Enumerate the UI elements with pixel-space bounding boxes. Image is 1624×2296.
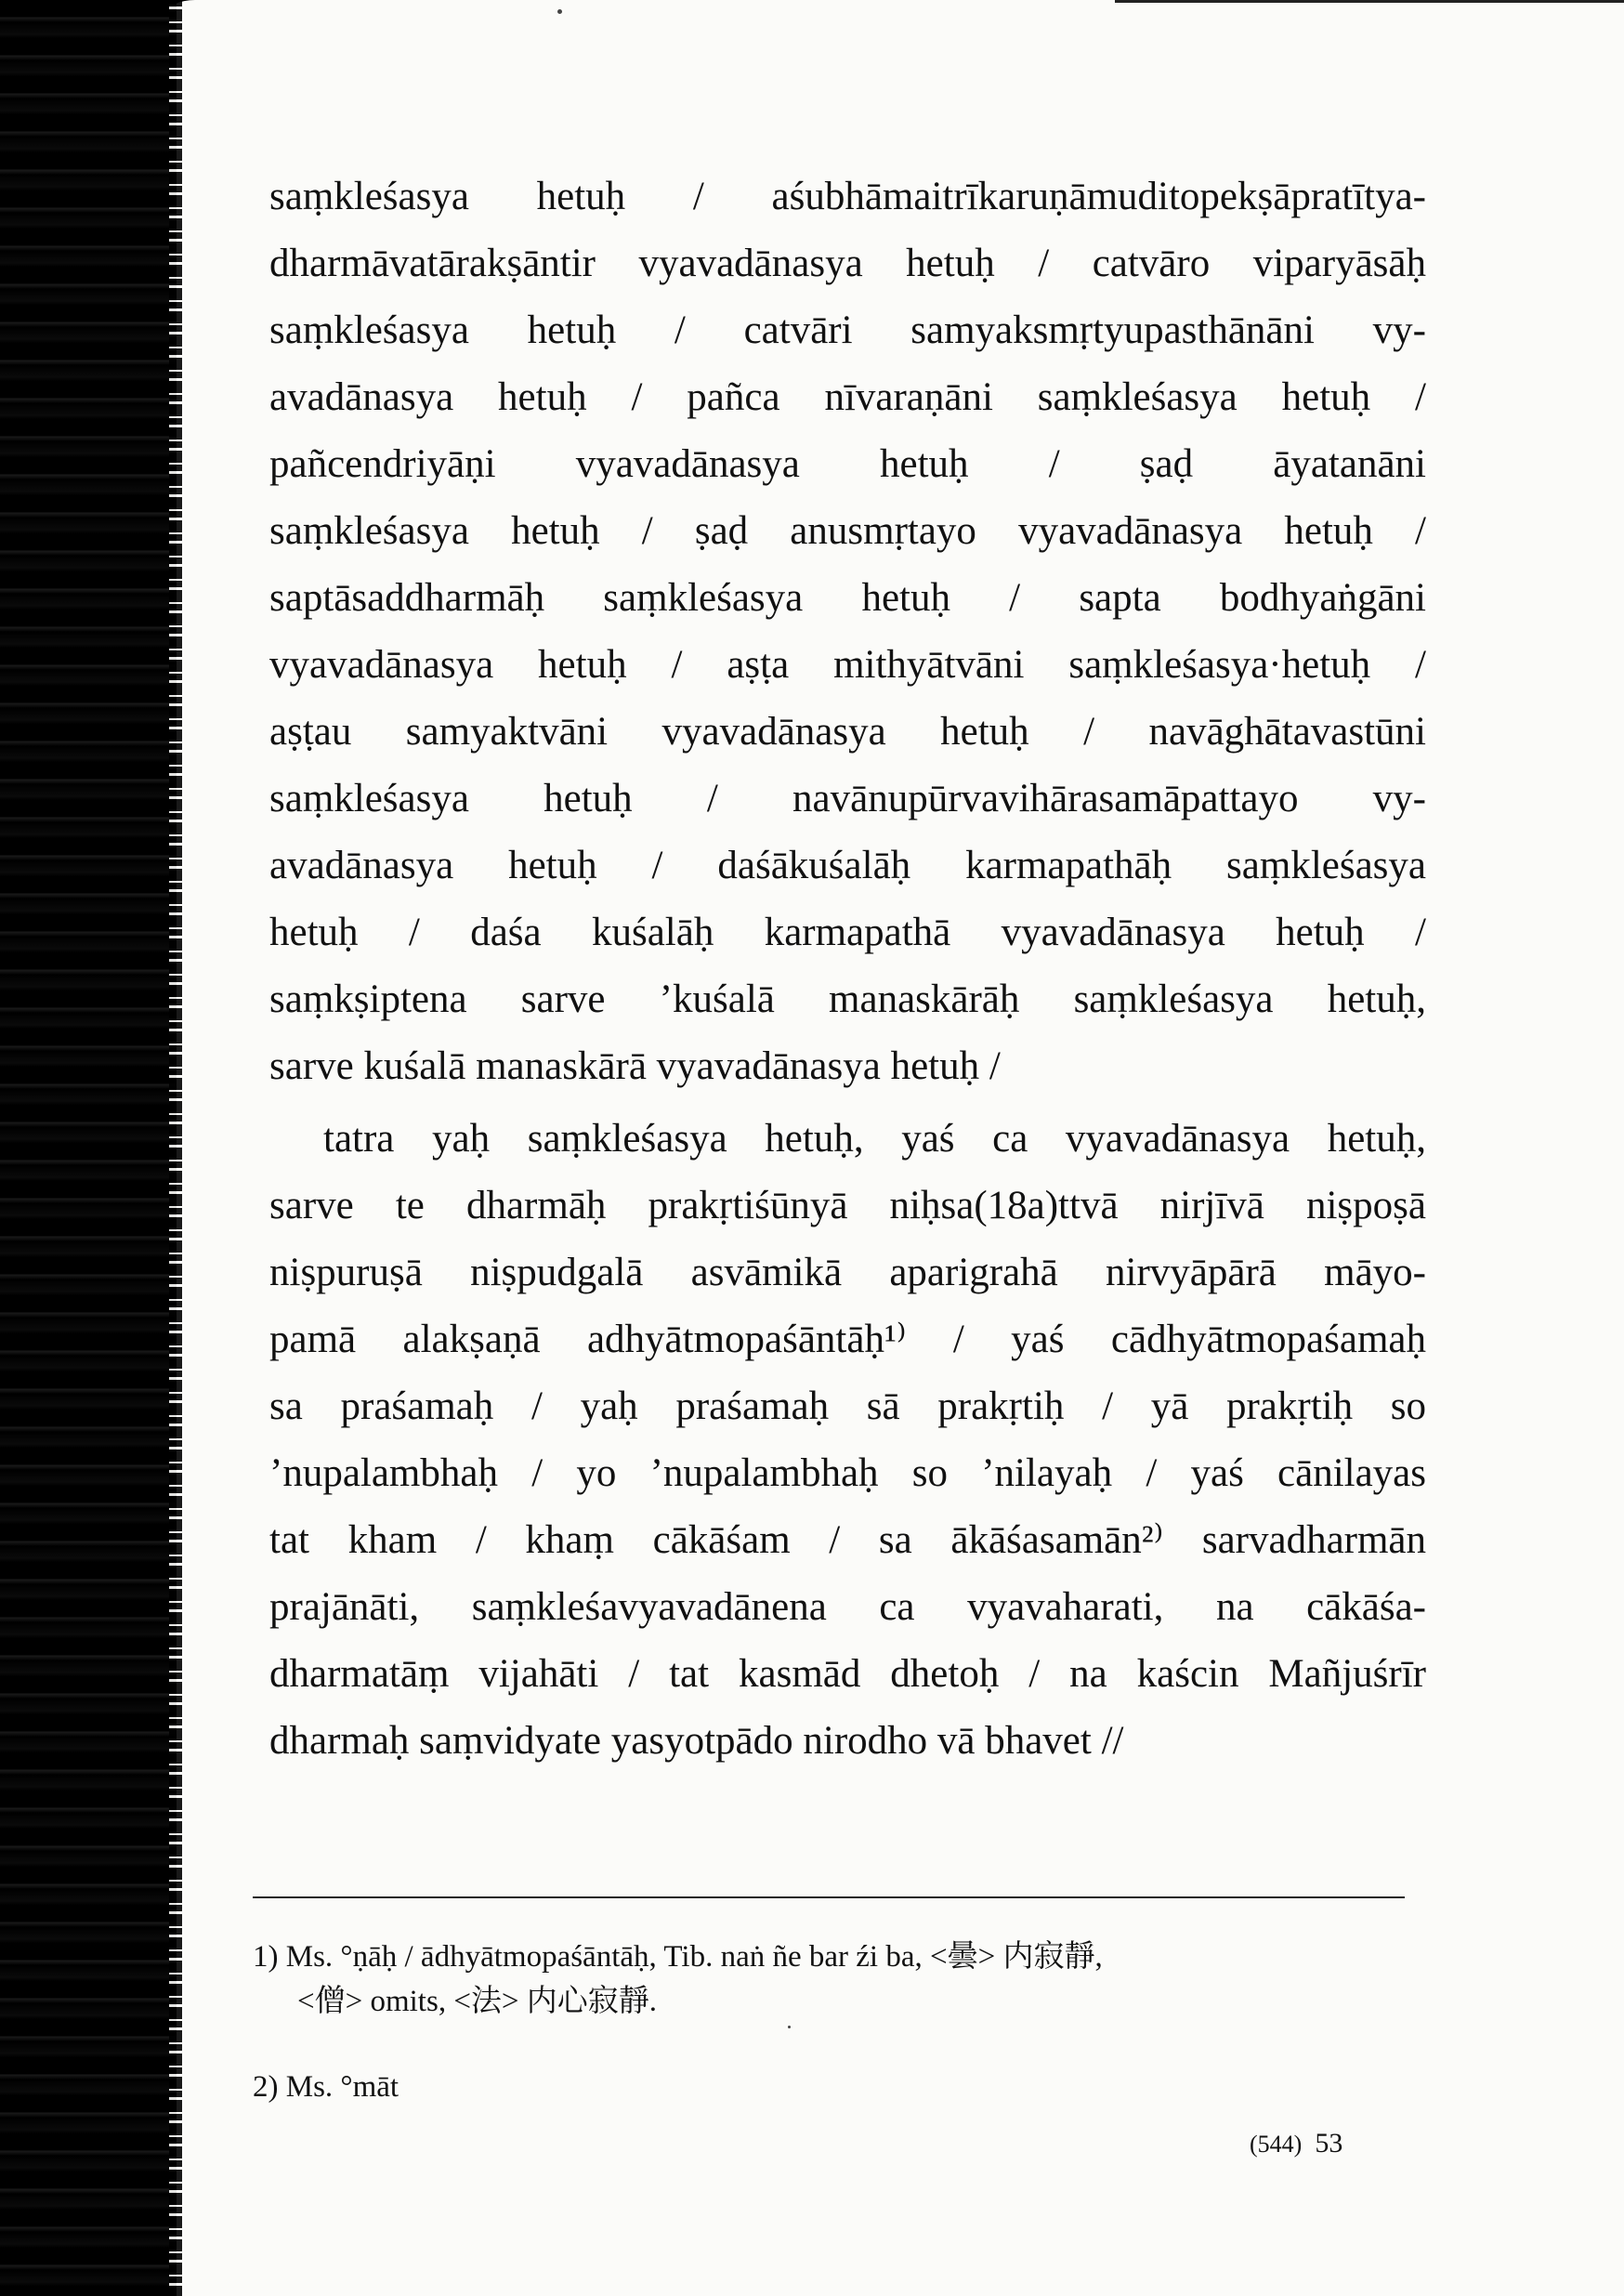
text-line: avadānasya hetuḥ / pañca nīvaraṇāni saṃkleśasya hetuḥ / (269, 375, 1426, 419)
text-line: dharmatāṃ vijahāti / tat kasmād dhetoḥ / na kaścin Mañjuśrīr (269, 1652, 1426, 1696)
paragraph-1 (269, 164, 1426, 1100)
scan-speck (788, 2026, 791, 2028)
paragraph-2 (269, 1106, 1426, 1775)
text-line: sarve kuśalā manaskārā vyavadānasya hetuḥ / (269, 1044, 1001, 1088)
text-line: pamā alakṣaṇā adhyātmopaśāntāḥ¹⁾ / yaś cādhyātmopaśamaḥ (269, 1318, 1426, 1361)
footnote-2: 2) Ms. °māt (253, 2070, 399, 2104)
text-line: saṃkleśasya hetuḥ / catvāri samyaksmṛtyupasthānāni vy- (269, 308, 1426, 352)
text-line: niṣpuruṣā niṣpudgalā asvāmikā aparigrahā nirvyāpārā māyo- (269, 1251, 1426, 1294)
book-binding-shadow (0, 0, 177, 2296)
text-line: dharmāvatārakṣāntir vyavadānasya hetuḥ / catvāro viparyāsāḥ (269, 242, 1426, 285)
text-line: dharmaḥ saṃvidyate yasyotpādo nirodho vā bhavet // (269, 1719, 1124, 1763)
text-line: saptāsaddharmāḥ saṃkleśasya hetuḥ / sapta bodhyaṅgāni (269, 576, 1426, 620)
text-line: hetuḥ / daśa kuśalāḥ karmapathā vyavadānasya hetuḥ / (269, 911, 1426, 954)
footnote-1-continuation: <僧> omits, <法> 内心寂靜. (297, 1985, 658, 2018)
text-line: avadānasya hetuḥ / daśākuśalāḥ karmapathāḥ saṃkleśasya (269, 844, 1426, 887)
current-page-number: 53 (1315, 2128, 1343, 2158)
text-line: tat kham / khaṃ cākāśam / sa ākāśasamān²⁾ sarvadharmān (269, 1518, 1426, 1562)
text-line: saṃkleśasya hetuḥ / navānupūrvavihārasamāpattayo vy- (269, 777, 1426, 820)
original-page-number: (544) (1250, 2131, 1303, 2158)
text-line: aṣṭau samyaktvāni vyavadānasya hetuḥ / navāghātavastūni (269, 710, 1426, 754)
text-line: vyavadānasya hetuḥ / aṣṭa mithyātvāni saṃkleśasya·hetuḥ / (269, 643, 1426, 687)
text-line: prajānāti, saṃkleśavyavadānena ca vyavaharati, na cākāśa- (269, 1585, 1426, 1629)
text-line: saṃkṣiptena sarve ’kuśalā manaskārāḥ saṃkleśasya hetuḥ, (269, 977, 1426, 1021)
footnote-divider (253, 1896, 1405, 1898)
text-line: ’nupalambhaḥ / yo ’nupalambhaḥ so ’nilayaḥ / yaś cānilayas (269, 1451, 1426, 1495)
text-line: sarve te dharmāḥ prakṛtiśūnyā niḥsa(18a)ttvā nirjīvā niṣpoṣā (269, 1184, 1426, 1227)
text-line: sa praśamaḥ / yaḥ praśamaḥ sā prakṛtiḥ / yā prakṛtiḥ so (269, 1384, 1426, 1428)
page-number (1250, 2128, 1342, 2159)
page-top-edge (1115, 0, 1624, 3)
text-line: pañcendriyāṇi vyavadānasya hetuḥ / ṣaḍ āyatanāni (269, 442, 1426, 486)
footnote-1: 1) Ms. °ṇāḥ / ādhyātmopaśāntāḥ, Tib. naṅ ñe bar źi ba, <曇> 内寂靜, (253, 1940, 1103, 1974)
footnotes (253, 1935, 1423, 2109)
scan-speck (557, 9, 562, 14)
text-line: saṃkleśasya hetuḥ / ṣaḍ anusmṛtayo vyavadānasya hetuḥ / (269, 509, 1426, 553)
text-line: tatra yaḥ saṃkleśasya hetuḥ, yaś ca vyavadānasya hetuḥ, (323, 1117, 1426, 1161)
text-line: saṃkleśasya hetuḥ / aśubhāmaitrīkaruṇāmuditopekṣāpratītya- (269, 175, 1426, 218)
